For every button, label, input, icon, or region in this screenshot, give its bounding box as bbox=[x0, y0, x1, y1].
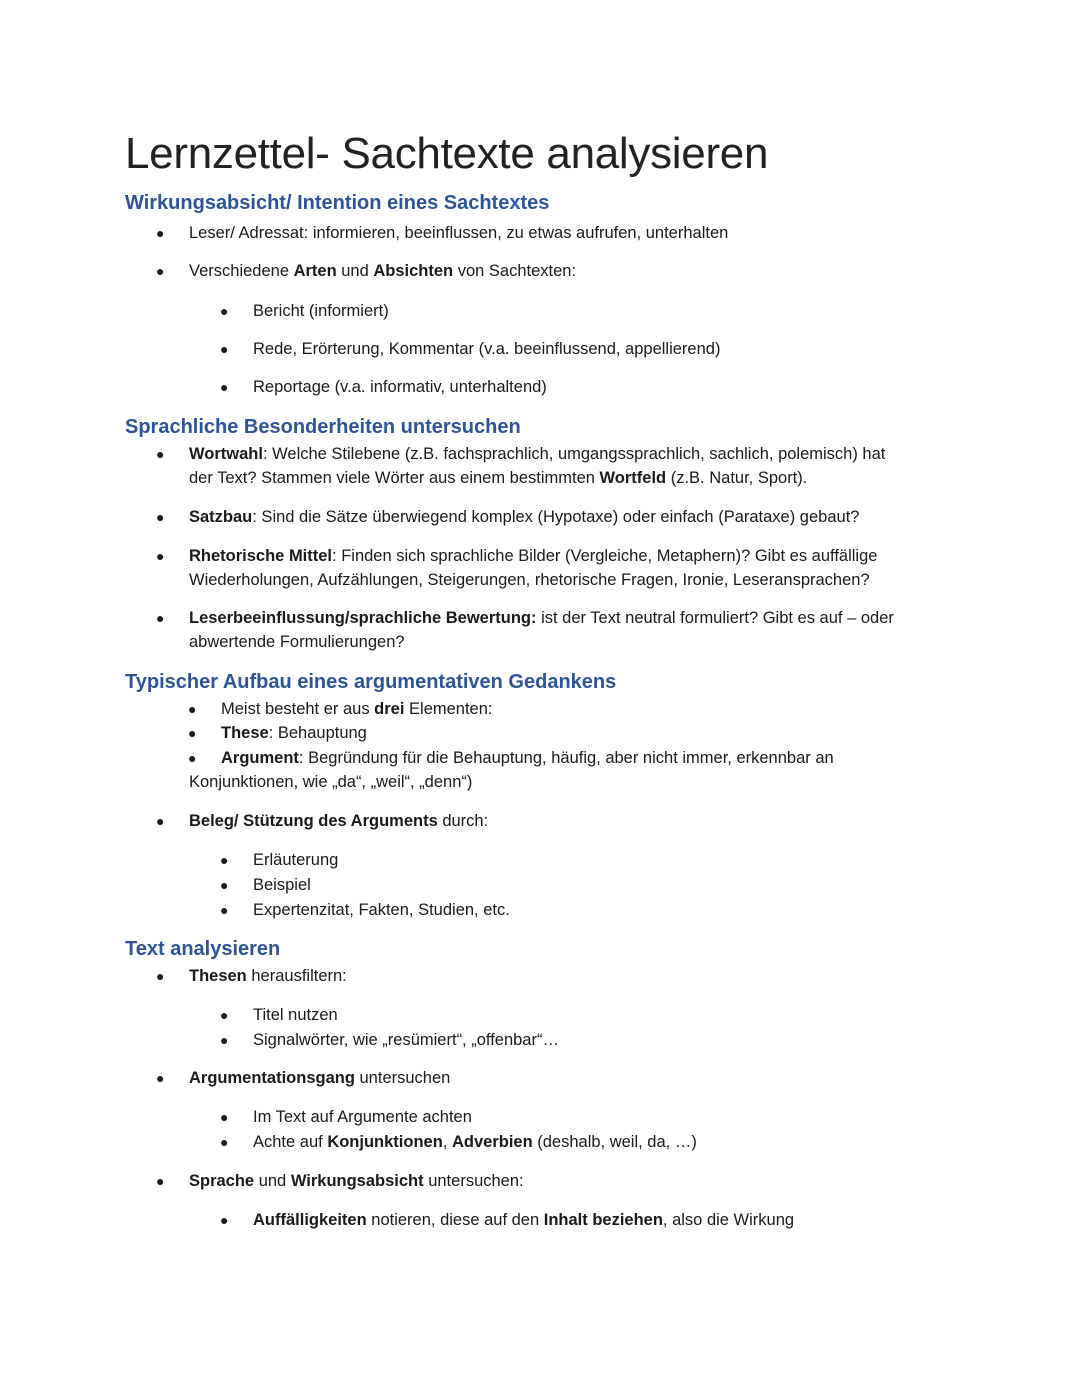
bullet-icon: ● bbox=[220, 1032, 229, 1048]
bullet-icon: ● bbox=[156, 813, 165, 829]
list-item: ● Achte auf Konjunktionen, Adverbien (deshalb, weil, da, …) bbox=[253, 1130, 953, 1154]
bullet-icon: ● bbox=[156, 225, 165, 241]
list-item: ● Expertenzitat, Fakten, Studien, etc. bbox=[253, 898, 953, 922]
bullet-icon: ● bbox=[220, 902, 229, 918]
section-heading-analysis: Text analysieren bbox=[125, 938, 281, 960]
section-heading-language: Sprachliche Besonderheiten untersuchen bbox=[125, 416, 521, 438]
bullet-icon: ● bbox=[156, 509, 165, 525]
bullet-icon: ● bbox=[220, 341, 229, 357]
list-item: ● Rhetorische Mittel: Finden sich sprachliche Bilder (Vergleiche, Metaphern)? Gibt es auffällige Wiederholungen, Aufzählungen, Steigerungen, rhetorische Fragen, Ironie, Leseransprachen? bbox=[189, 544, 949, 592]
section-heading-intention: Wirkungsabsicht/ Intention eines Sachtextes bbox=[125, 192, 550, 214]
bullet-icon: ● bbox=[220, 1109, 229, 1125]
list-item: ● Argumentationsgang untersuchen bbox=[189, 1066, 949, 1090]
list-item: ● Titel nutzen bbox=[253, 1003, 953, 1027]
bullet-icon: ● bbox=[220, 303, 229, 319]
bullet-icon: ● bbox=[188, 725, 197, 741]
list-item: ● Verschiedene Arten und Absichten von Sachtexten: bbox=[189, 259, 949, 283]
list-item: ● Rede, Erörterung, Kommentar (v.a. beeinflussend, appellierend) bbox=[253, 337, 953, 361]
list-item: ● Thesen herausfiltern: bbox=[189, 964, 949, 988]
list-item: ● Im Text auf Argumente achten bbox=[253, 1105, 953, 1129]
list-item: ● Leserbeeinflussung/sprachliche Bewertung: ist der Text neutral formuliert? Gibt es auf – oder abwertende Formulierungen? bbox=[189, 606, 949, 654]
list-item: ● Leser/ Adressat: informieren, beeinflussen, zu etwas aufrufen, unterhalten bbox=[189, 221, 949, 245]
bullet-icon: ● bbox=[156, 1070, 165, 1086]
list-item: ● These: Behauptung bbox=[221, 721, 921, 745]
bullet-icon: ● bbox=[220, 1134, 229, 1150]
bullet-icon: ● bbox=[156, 1173, 165, 1189]
list-item: ● Auffälligkeiten notieren, diese auf den Inhalt beziehen, also die Wirkung bbox=[253, 1208, 953, 1232]
bullet-icon: ● bbox=[188, 701, 197, 717]
bullet-icon: ● bbox=[156, 548, 165, 564]
list-item: ● Wortwahl: Welche Stilebene (z.B. fachsprachlich, umgangssprachlich, sachlich, polemisch) hat der Text? Stammen viele Wörter aus einem bestimmten Wortfeld (z.B. Natur, Sport). bbox=[189, 442, 949, 490]
bullet-icon: ● bbox=[156, 610, 165, 626]
list-item: ● Sprache und Wirkungsabsicht untersuchen: bbox=[189, 1169, 949, 1193]
list-item: ● Beispiel bbox=[253, 873, 953, 897]
list-item: ● Erläuterung bbox=[253, 848, 953, 872]
list-item: ● Argument: Begründung für die Behauptung, häufig, aber nicht immer, erkennbar an bbox=[221, 746, 921, 770]
section-heading-structure: Typischer Aufbau eines argumentativen Gedankens bbox=[125, 671, 617, 693]
list-item: ● Satzbau: Sind die Sätze überwiegend komplex (Hypotaxe) oder einfach (Parataxe) gebaut? bbox=[189, 505, 949, 529]
list-item: ● Signalwörter, wie „resümiert“, „offenbar“… bbox=[253, 1028, 953, 1052]
list-item-continuation: Konjunktionen, wie „da“, „weil“, „denn“) bbox=[189, 773, 473, 791]
bullet-icon: ● bbox=[156, 446, 165, 462]
list-item: ● Bericht (informiert) bbox=[253, 299, 953, 323]
bullet-icon: ● bbox=[188, 750, 197, 766]
list-item: ● Reportage (v.a. informativ, unterhaltend) bbox=[253, 375, 953, 399]
bullet-icon: ● bbox=[220, 877, 229, 893]
bullet-icon: ● bbox=[156, 968, 165, 984]
page-title: Lernzettel- Sachtexte analysieren bbox=[125, 129, 769, 178]
bullet-icon: ● bbox=[220, 1212, 229, 1228]
list-item: ● Meist besteht er aus drei Elementen: bbox=[221, 697, 921, 721]
list-item: ● Beleg/ Stützung des Arguments durch: bbox=[189, 809, 949, 833]
bullet-icon: ● bbox=[220, 379, 229, 395]
bullet-icon: ● bbox=[156, 263, 165, 279]
bullet-icon: ● bbox=[220, 852, 229, 868]
bullet-icon: ● bbox=[220, 1007, 229, 1023]
